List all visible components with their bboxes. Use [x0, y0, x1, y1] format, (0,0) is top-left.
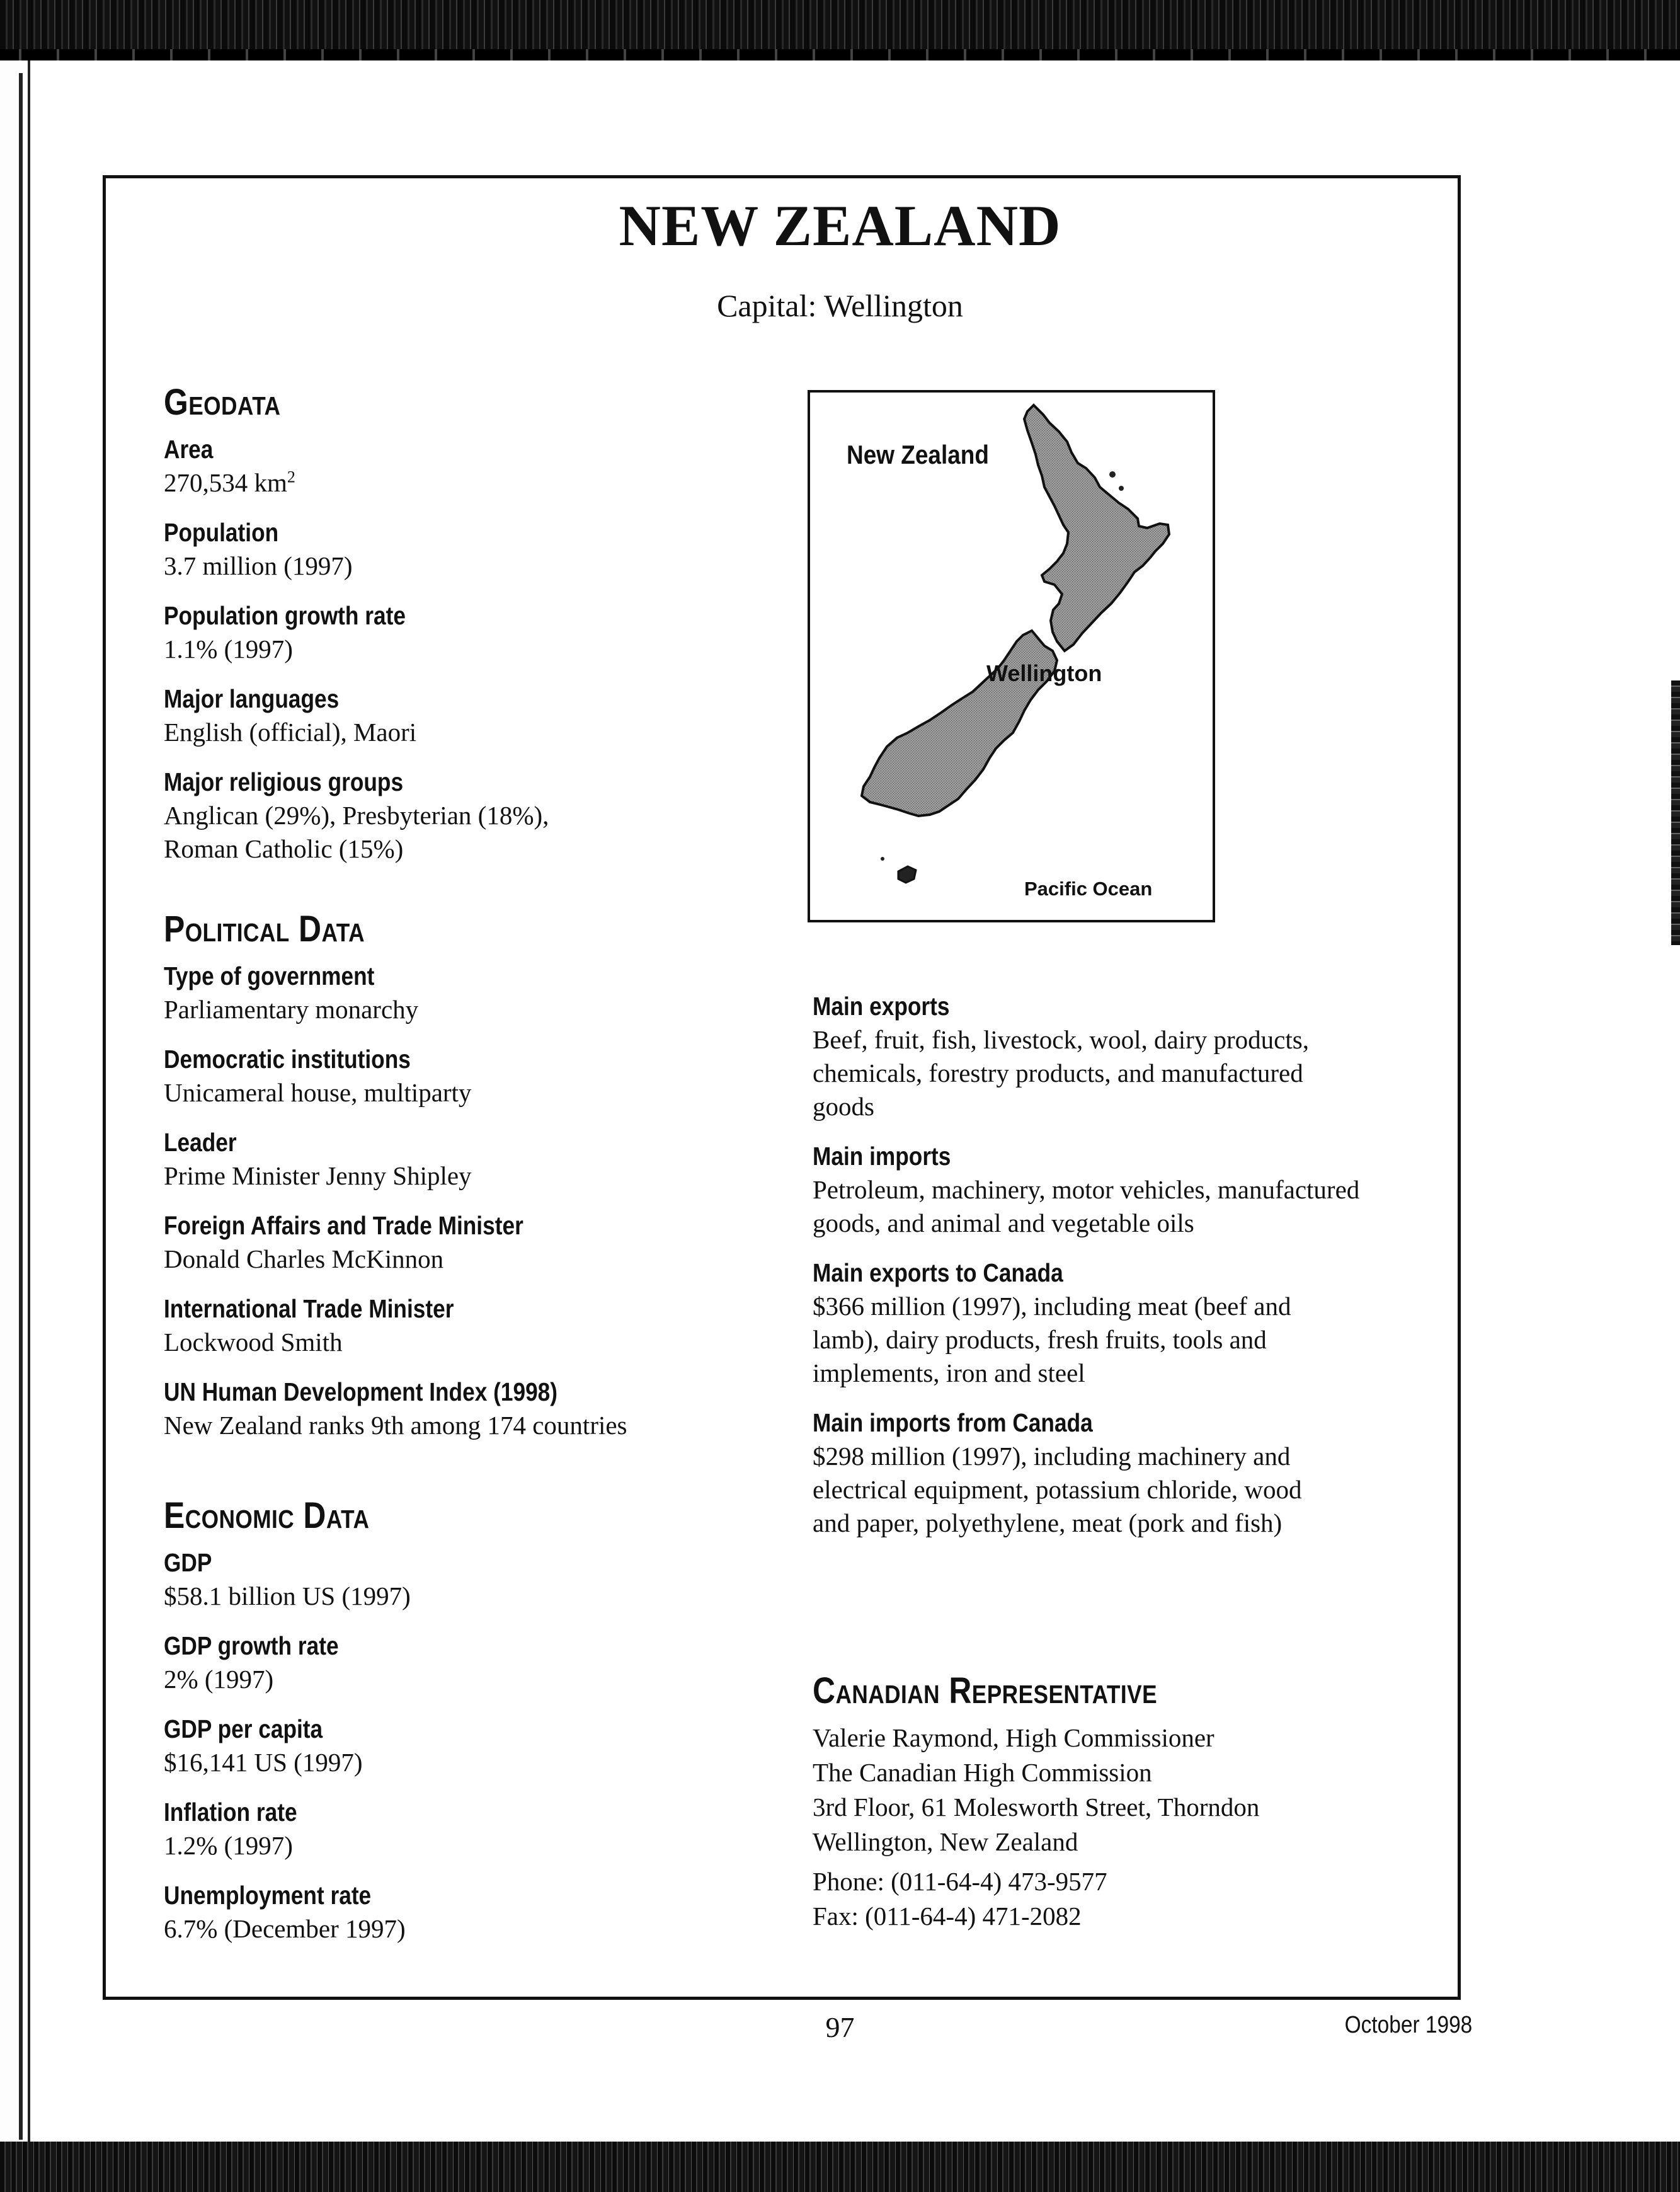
- field-value: Prime Minister Jenny Shipley: [164, 1161, 472, 1190]
- field-value: English (official), Maori: [164, 718, 417, 747]
- field-label: Main exports to Canada: [813, 1258, 1063, 1287]
- field-value-line: electrical equipment, potassium chloride, wood: [813, 1475, 1302, 1504]
- map-label-country: New Zealand: [847, 440, 989, 469]
- field-value-line: goods: [813, 1092, 874, 1121]
- field-label: Major languages: [164, 684, 340, 713]
- page-number: 97: [825, 2011, 855, 2043]
- field-international-trade-minister: [164, 1292, 794, 1359]
- field-value-line: goods, and animal and vegetable oils: [813, 1208, 1194, 1237]
- field-value: $58.1 billion US (1997): [164, 1581, 411, 1610]
- field-value-line: Beef, fruit, fish, livestock, wool, dairy products,: [813, 1025, 1309, 1054]
- canadian-representative-section: [813, 1670, 1430, 1934]
- small-island: [1109, 471, 1116, 478]
- field-value: New Zealand ranks 9th among 174 countries: [164, 1411, 627, 1440]
- new-zealand-map: [808, 390, 1215, 922]
- field-label: Major religious groups: [164, 767, 404, 796]
- address-line: The Canadian High Commission: [813, 1758, 1152, 1787]
- field-type-of-government: [164, 959, 794, 1026]
- field-value-line: Roman Catholic (15%): [164, 834, 404, 863]
- right-column: [813, 989, 1430, 1540]
- field-major-languages: [164, 682, 794, 749]
- field-major-religious-groups: [164, 765, 794, 866]
- field-label: Foreign Affairs and Trade Minister: [164, 1211, 523, 1240]
- field-main-imports: [813, 1139, 1430, 1240]
- field-foreign-affairs-minister: [164, 1208, 794, 1276]
- field-gdp-per-capita: [164, 1712, 794, 1779]
- capital-line: Capital: Wellington: [717, 288, 963, 323]
- field-label: GDP growth rate: [164, 1631, 339, 1660]
- field-value: 3.7 million (1997): [164, 551, 353, 580]
- field-main-exports: [813, 989, 1430, 1123]
- map-label-capital: Wellington: [986, 660, 1102, 686]
- address-line: Wellington, New Zealand: [813, 1827, 1078, 1856]
- field-main-imports-from-canada: [813, 1406, 1430, 1540]
- address-line: Valerie Raymond, High Commissioner: [813, 1723, 1214, 1752]
- representative-address: [813, 1721, 1430, 1859]
- field-label: Main imports: [813, 1142, 951, 1171]
- new-zealand-map-graphic: [810, 393, 1213, 920]
- section-heading-economic-data: Economic Data: [164, 1495, 370, 1536]
- field-label: Unemployment rate: [164, 1881, 372, 1910]
- field-inflation-rate: [164, 1795, 794, 1862]
- scan-border-bottom: [0, 2142, 1680, 2192]
- field-un-hdi: [164, 1375, 794, 1442]
- field-main-exports-to-canada: [813, 1256, 1430, 1390]
- field-label: UN Human Development Index (1998): [164, 1377, 558, 1406]
- south-island-shape: [862, 631, 1057, 816]
- field-label: Main exports: [813, 992, 950, 1021]
- section-heading-geodata: Geodata: [164, 382, 281, 423]
- field-value: Parliamentary monarchy: [164, 995, 419, 1024]
- field-value-line: $298 million (1997), including machinery and: [813, 1442, 1291, 1471]
- field-value: Donald Charles McKinnon: [164, 1244, 444, 1273]
- field-label: Type of government: [164, 961, 375, 990]
- field-label: Main imports from Canada: [813, 1408, 1093, 1437]
- field-label: GDP per capita: [164, 1714, 323, 1743]
- economic-data-section: [164, 1495, 794, 1946]
- small-island: [1119, 486, 1124, 491]
- field-label: Area: [164, 435, 214, 464]
- field-value: 2% (1997): [164, 1665, 274, 1694]
- field-value: 6.7% (December 1997): [164, 1914, 406, 1943]
- left-column: [164, 384, 794, 1946]
- field-value: Unicameral house, multiparty: [164, 1078, 472, 1107]
- field-value: 1.2% (1997): [164, 1831, 293, 1860]
- page-binding-edge: [0, 60, 30, 2142]
- field-gdp: [164, 1546, 794, 1613]
- field-label: Population: [164, 518, 279, 547]
- phone-number: Phone: (011-64-4) 473-9577: [813, 1867, 1107, 1896]
- page-title: NEW ZEALAND: [619, 193, 1061, 258]
- field-label: Democratic institutions: [164, 1045, 411, 1074]
- field-value-line: lamb), dairy products, fresh fruits, tools and: [813, 1325, 1267, 1354]
- small-island: [881, 857, 884, 861]
- field-value: [164, 466, 794, 500]
- field-value: Lockwood Smith: [164, 1328, 343, 1357]
- field-unemployment-rate: [164, 1878, 794, 1946]
- field-value-line: and paper, polyethylene, meat (pork and fish): [813, 1508, 1283, 1537]
- geodata-section: [164, 384, 794, 866]
- north-island-shape: [1024, 405, 1169, 651]
- field-label: Leader: [164, 1128, 237, 1157]
- address-line: 3rd Floor, 61 Molesworth Street, Thorndon: [813, 1793, 1260, 1822]
- fax-number: Fax: (011-64-4) 471-2082: [813, 1902, 1082, 1931]
- stewart-island-shape: [898, 866, 916, 883]
- field-label: Inflation rate: [164, 1798, 297, 1827]
- field-value: $16,141 US (1997): [164, 1748, 363, 1777]
- map-label-ocean: Pacific Ocean: [1024, 878, 1153, 900]
- field-population-growth-rate: [164, 599, 794, 666]
- area-unit-superscript: 2: [287, 468, 295, 486]
- scan-border-right: [1671, 680, 1680, 945]
- field-gdp-growth-rate: [164, 1629, 794, 1696]
- field-value-line: chemicals, forestry products, and manufactured: [813, 1059, 1303, 1087]
- field-value-line: implements, iron and steel: [813, 1358, 1085, 1387]
- field-area: [164, 432, 794, 500]
- field-label: International Trade Minister: [164, 1294, 454, 1323]
- scan-border-top: [0, 0, 1680, 60]
- field-value-line: Petroleum, machinery, motor vehicles, manufactured: [813, 1175, 1360, 1204]
- representative-contact: [813, 1864, 1430, 1934]
- page-date: October 1998: [1344, 2012, 1472, 2038]
- section-heading-political-data: Political Data: [164, 909, 365, 950]
- field-label: Population growth rate: [164, 601, 406, 630]
- field-value: 1.1% (1997): [164, 634, 293, 663]
- area-value: 270,534 km: [164, 468, 287, 497]
- field-value-line: $366 million (1997), including meat (beef and: [813, 1292, 1291, 1321]
- field-value-line: Anglican (29%), Presbyterian (18%),: [164, 801, 549, 830]
- section-heading-canadian-representative: Canadian Representative: [813, 1670, 1158, 1711]
- field-label: GDP: [164, 1548, 212, 1577]
- field-democratic-institutions: [164, 1042, 794, 1110]
- political-data-section: [164, 911, 794, 1442]
- field-leader: [164, 1125, 794, 1193]
- field-population: [164, 515, 794, 583]
